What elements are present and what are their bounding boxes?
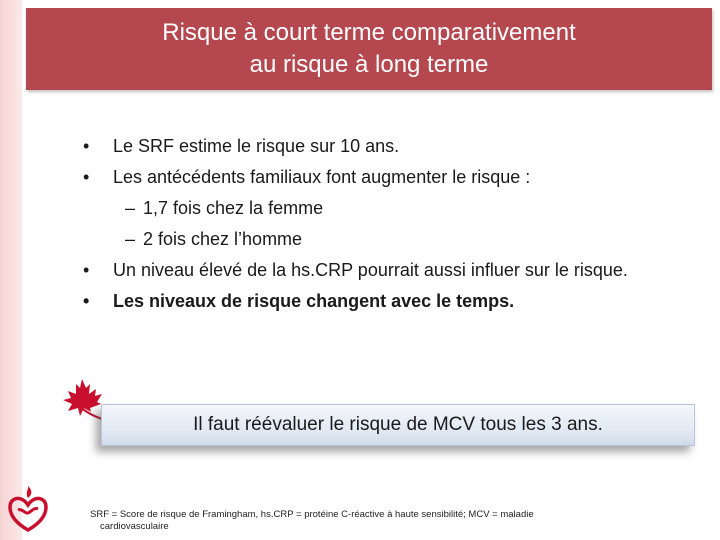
sub-bullet-item — [83, 193, 683, 224]
sub-bullet-marker: – — [125, 229, 136, 249]
sub-bullet-item — [83, 224, 683, 255]
callout-text: Il faut réévaluer le risque de MCV tous les 3 ans. — [193, 414, 603, 435]
bullet-marker: • — [83, 260, 90, 280]
left-decorative-band — [0, 0, 22, 540]
slide-title-line-1: Risque à court terme comparativement — [162, 19, 576, 46]
slide-title-line-2: au risque à long terme — [249, 51, 489, 78]
bullet-text: Les niveaux de risque changent avec le temps. — [113, 291, 515, 311]
footnote — [90, 509, 610, 533]
bullet-marker: • — [83, 136, 90, 156]
bullet-text: Les antécédents familiaux font augmenter le risque : — [113, 167, 531, 187]
sub-bullet-text: 1,7 fois chez la femme — [143, 198, 324, 218]
bullet-list — [83, 131, 683, 317]
footnote-line-1: SRF = Score de risque de Framingham, hs.CRP = protéine C-réactive à haute sensibilité; MCV = maladie — [90, 509, 534, 520]
bullet-marker: • — [83, 167, 90, 187]
heart-and-stroke-logo-icon — [8, 486, 48, 532]
bullet-item-emphasis — [83, 286, 683, 317]
sub-bullet-marker: – — [125, 198, 136, 218]
footnote-line-2: cardiovasculaire — [100, 521, 169, 532]
slide-title-box — [26, 8, 712, 90]
bullet-text: Un niveau élevé de la hs.CRP pourrait aussi influer sur le risque. — [113, 260, 628, 280]
bullet-text: Le SRF estime le risque sur 10 ans. — [113, 136, 400, 156]
bullet-item — [83, 162, 683, 193]
callout-box — [101, 404, 695, 446]
bullet-marker: • — [83, 291, 90, 311]
sub-bullet-text: 2 fois chez l’homme — [143, 229, 303, 249]
bullet-item — [83, 255, 683, 286]
bullet-item — [83, 131, 683, 162]
